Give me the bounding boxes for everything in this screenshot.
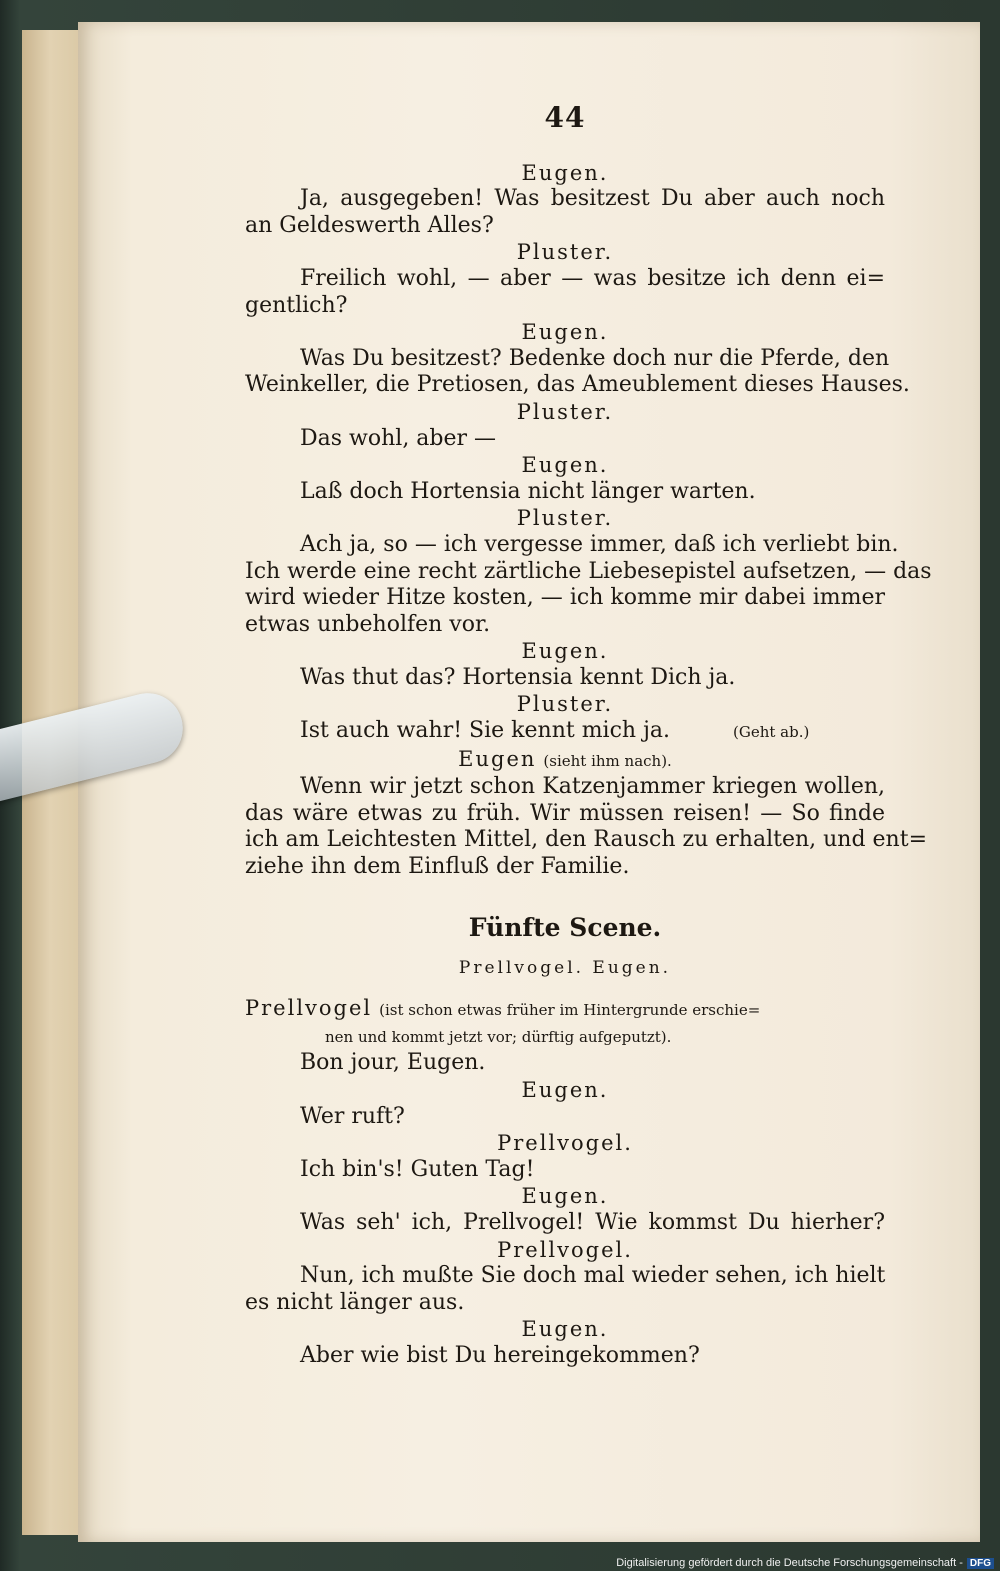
page-number: 44 xyxy=(544,101,586,134)
speaker-label: Pluster. xyxy=(516,399,614,424)
scene-characters: Prellvogel. Eugen. xyxy=(458,957,672,978)
text-line: Freilich wohl, — aber — was besitze ich denn ei= xyxy=(300,265,885,291)
text-line: Was seh' ich, Prellvogel! Wie kommst Du hierher? xyxy=(300,1209,885,1235)
text-line xyxy=(245,995,885,1024)
stage-direction: (ist schon etwas früher im Hintergrunde erschie= xyxy=(379,1001,761,1020)
text-line: wird wieder Hitze kosten, — ich komme mir dabei immer xyxy=(245,585,885,611)
speaker-label: Eugen. xyxy=(521,160,609,185)
text-line xyxy=(245,746,885,775)
text-line: gentlich? xyxy=(245,292,348,318)
text-line: Ich werde eine recht zärtliche Liebesepistel aufsetzen, — das xyxy=(245,558,932,584)
text-line: Wer ruft? xyxy=(300,1103,405,1129)
speaker-label: Eugen. xyxy=(521,639,609,664)
stage-direction: nen und kommt jetzt vor; dürftig aufgeputzt). xyxy=(325,1027,672,1046)
text-line: etwas unbeholfen vor. xyxy=(245,611,491,637)
text-line: Ach ja, so — ich vergesse immer, daß ich verliebt bin. xyxy=(300,531,899,557)
text-line xyxy=(245,718,885,746)
footer-credit xyxy=(616,1557,994,1569)
text-line: das wäre etwas zu früh. Wir müssen reisen! — So finde xyxy=(245,800,885,826)
speaker-label: Prellvogel. xyxy=(497,1131,633,1156)
text-line: Das wohl, aber — xyxy=(300,425,497,451)
text-line: Ich bin's! Guten Tag! xyxy=(300,1156,535,1182)
scene-heading: Fünfte Scene. xyxy=(468,912,662,942)
text-line: Was thut das? Hortensia kennt Dich ja. xyxy=(300,664,736,690)
text-line: an Geldeswerth Alles? xyxy=(245,212,494,238)
speaker-label: Prellvogel xyxy=(245,996,373,1021)
speaker-label: Pluster. xyxy=(516,692,614,717)
text-line: Wenn wir jetzt schon Katzenjammer kriegen wollen, xyxy=(300,774,885,800)
text-line: Bon jour, Eugen. xyxy=(300,1050,486,1076)
speaker-label: Eugen. xyxy=(521,1317,609,1342)
speaker-label: Eugen. xyxy=(521,453,609,478)
dfg-logo: DFG xyxy=(967,1558,994,1569)
text-line: Laß doch Hortensia nicht länger warten. xyxy=(300,478,756,504)
text-line: ziehe ihn dem Einfluß der Familie. xyxy=(245,854,630,880)
page-text xyxy=(245,101,932,1370)
text-line: Nun, ich mußte Sie doch mal wieder sehen, ich hielt xyxy=(300,1263,886,1289)
text-line: es nicht länger aus. xyxy=(245,1289,465,1315)
speaker-label: Eugen. xyxy=(521,1078,609,1102)
stage-direction: (sieht ihm nach). xyxy=(543,751,672,770)
text-line: ich am Leichtesten Mittel, den Rausch zu erhalten, und ent= xyxy=(245,827,927,853)
speaker-label: Eugen. xyxy=(521,320,609,345)
footer-text: Digitalisierung gefördert durch die Deutsche Forschungsgemeinschaft - xyxy=(616,1557,963,1569)
speaker-label: Pluster. xyxy=(516,240,614,265)
speaker-label: Eugen. xyxy=(521,1184,609,1209)
speaker-label: Eugen xyxy=(458,746,537,771)
stage-direction: (Geht ab.) xyxy=(733,723,810,742)
text-line: Aber wie bist Du hereingekommen? xyxy=(300,1342,700,1368)
speaker-label: Prellvogel. xyxy=(497,1237,633,1262)
dialogue-text: Ist auch wahr! Sie kennt mich ja. xyxy=(300,718,671,744)
text-line: Ja, ausgegeben! Was besitzest Du aber auch noch xyxy=(300,186,885,212)
text-line: Was Du besitzest? Bedenke doch nur die Pferde, den xyxy=(300,345,890,371)
text-line: Weinkeller, die Pretiosen, das Ameublement dieses Hauses. xyxy=(245,372,910,398)
speaker-label: Pluster. xyxy=(516,506,614,531)
